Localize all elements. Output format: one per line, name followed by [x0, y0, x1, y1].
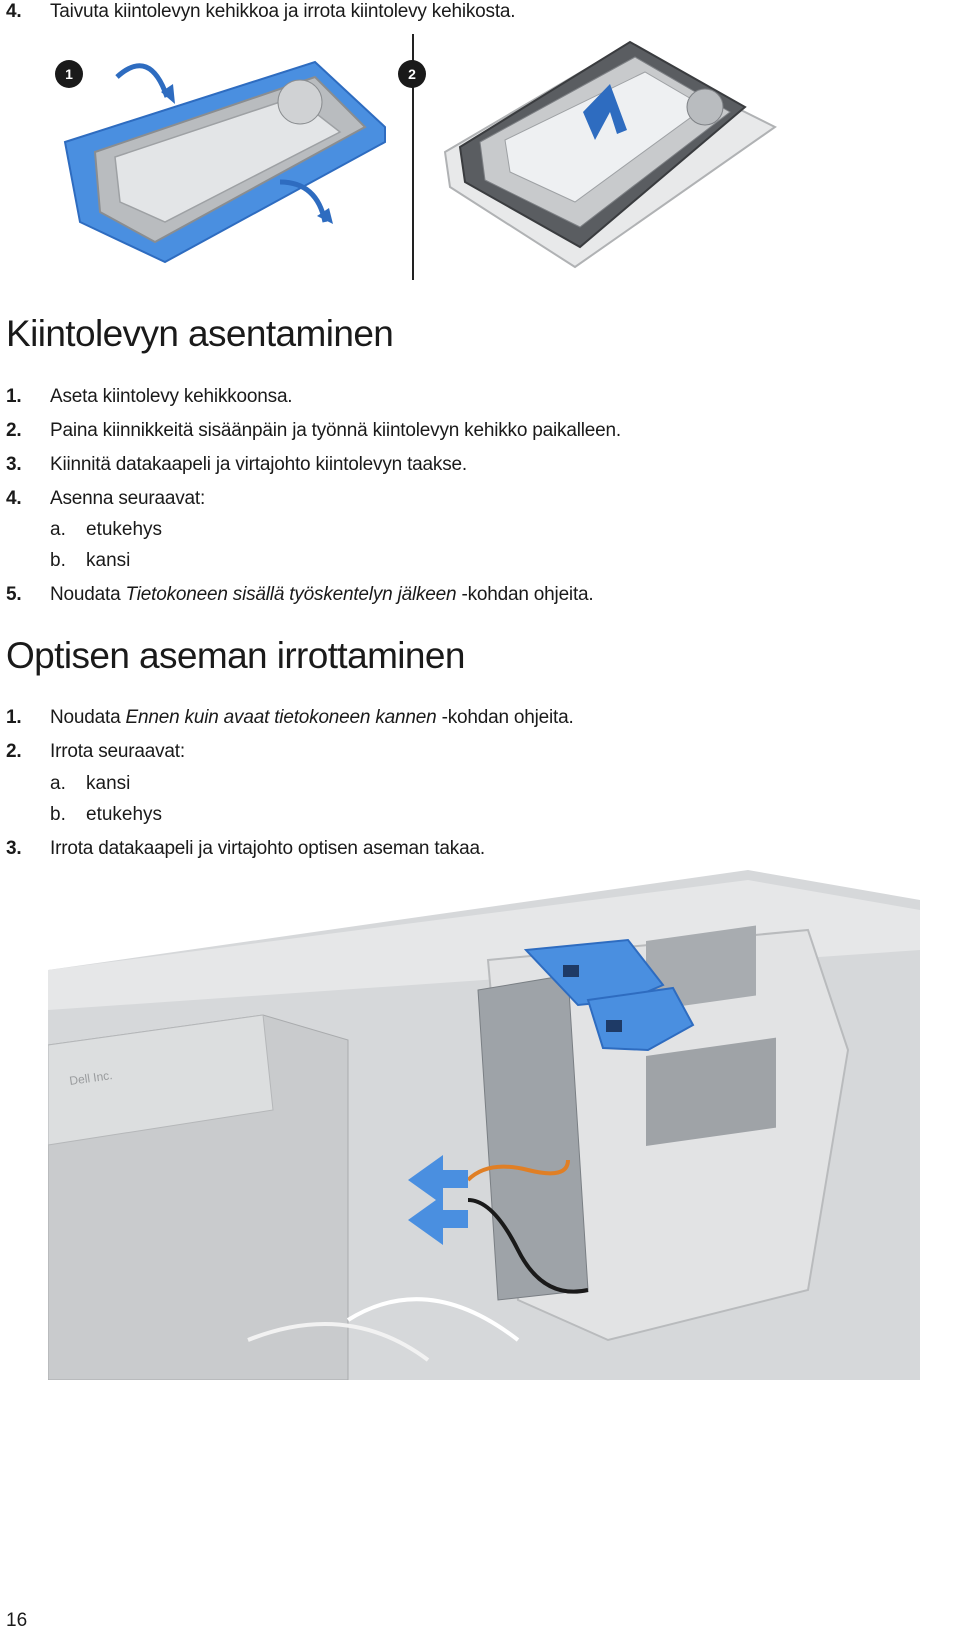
step-number: 4.	[6, 1, 22, 22]
step-text-suffix: -kohdan ohjeita.	[436, 707, 574, 728]
section-heading-remove-optical-drive: Optisen aseman irrottaminen	[6, 635, 465, 676]
step-text: Aseta kiintolevy kehikkoonsa.	[50, 386, 293, 407]
install-step-3	[6, 453, 467, 477]
step-text: Asenna seuraavat:	[50, 488, 206, 509]
step-text-prefix: Noudata	[50, 584, 126, 605]
hard-drive-removal-figure	[55, 32, 780, 282]
substep-text: kansi	[86, 550, 131, 571]
step-text: Kiinnitä datakaapeli ja virtajohto kiintolevyn taakse.	[50, 454, 467, 475]
section-heading-install-hard-drive: Kiintolevyn asentaminen	[6, 313, 394, 354]
drive-in-bracket-illustration	[65, 62, 385, 262]
step-text: Taivuta kiintolevyn kehikkoa ja irrota kiintolevy kehikosta.	[50, 1, 516, 22]
step-number: 2.	[6, 741, 22, 762]
svg-text:1: 1	[65, 66, 73, 82]
install-step-5	[6, 583, 593, 607]
substep-letter: b.	[50, 804, 66, 825]
optical-drive	[478, 975, 588, 1300]
optical-substep-b	[50, 803, 162, 827]
step-badge-1	[55, 60, 83, 88]
step-text-reference: Tietokoneen sisällä työskentelyn jälkeen	[125, 584, 457, 605]
page-number: 16	[6, 1610, 28, 1631]
step-number: 4.	[6, 488, 22, 509]
step-4-bend-tray	[6, 0, 515, 24]
step-text: Paina kiinnikkeitä sisäänpäin ja työnnä kiintolevyn kehikko paikalleen.	[50, 420, 621, 441]
step-number: 1.	[6, 707, 22, 728]
optical-drive-cables-figure	[48, 870, 920, 1380]
install-substep-a	[50, 518, 162, 542]
install-substep-b	[50, 549, 130, 573]
substep-text: kansi	[86, 773, 131, 794]
step-text: Irrota datakaapeli ja virtajohto optisen aseman takaa.	[50, 838, 485, 859]
substep-letter: a.	[50, 773, 66, 794]
substep-text: etukehys	[86, 804, 163, 825]
substep-text: etukehys	[86, 519, 163, 540]
step-text-suffix: -kohdan ohjeita.	[456, 584, 594, 605]
optical-step-3	[6, 837, 485, 861]
optical-step-2	[6, 740, 185, 764]
step-number: 3.	[6, 454, 22, 475]
optical-substep-a	[50, 772, 130, 796]
step-number: 2.	[6, 420, 22, 441]
step-number: 5.	[6, 584, 22, 605]
step-text: Irrota seuraavat:	[50, 741, 185, 762]
substep-letter: a.	[50, 519, 66, 540]
install-step-1	[6, 385, 292, 409]
svg-text:2: 2	[408, 66, 416, 82]
step-number: 3.	[6, 838, 22, 859]
step-text-reference: Ennen kuin avaat tietokoneen kannen	[125, 707, 437, 728]
drive-cage	[478, 925, 848, 1340]
substep-letter: b.	[50, 550, 66, 571]
step-text-prefix: Noudata	[50, 707, 126, 728]
psu-label: Dell Inc.	[68, 1068, 114, 1088]
step-number: 1.	[6, 386, 22, 407]
step-badge-2	[398, 60, 426, 88]
install-step-2	[6, 419, 621, 443]
optical-step-1	[6, 706, 574, 730]
drive-removed-illustration	[445, 42, 775, 267]
install-step-4	[6, 487, 205, 511]
